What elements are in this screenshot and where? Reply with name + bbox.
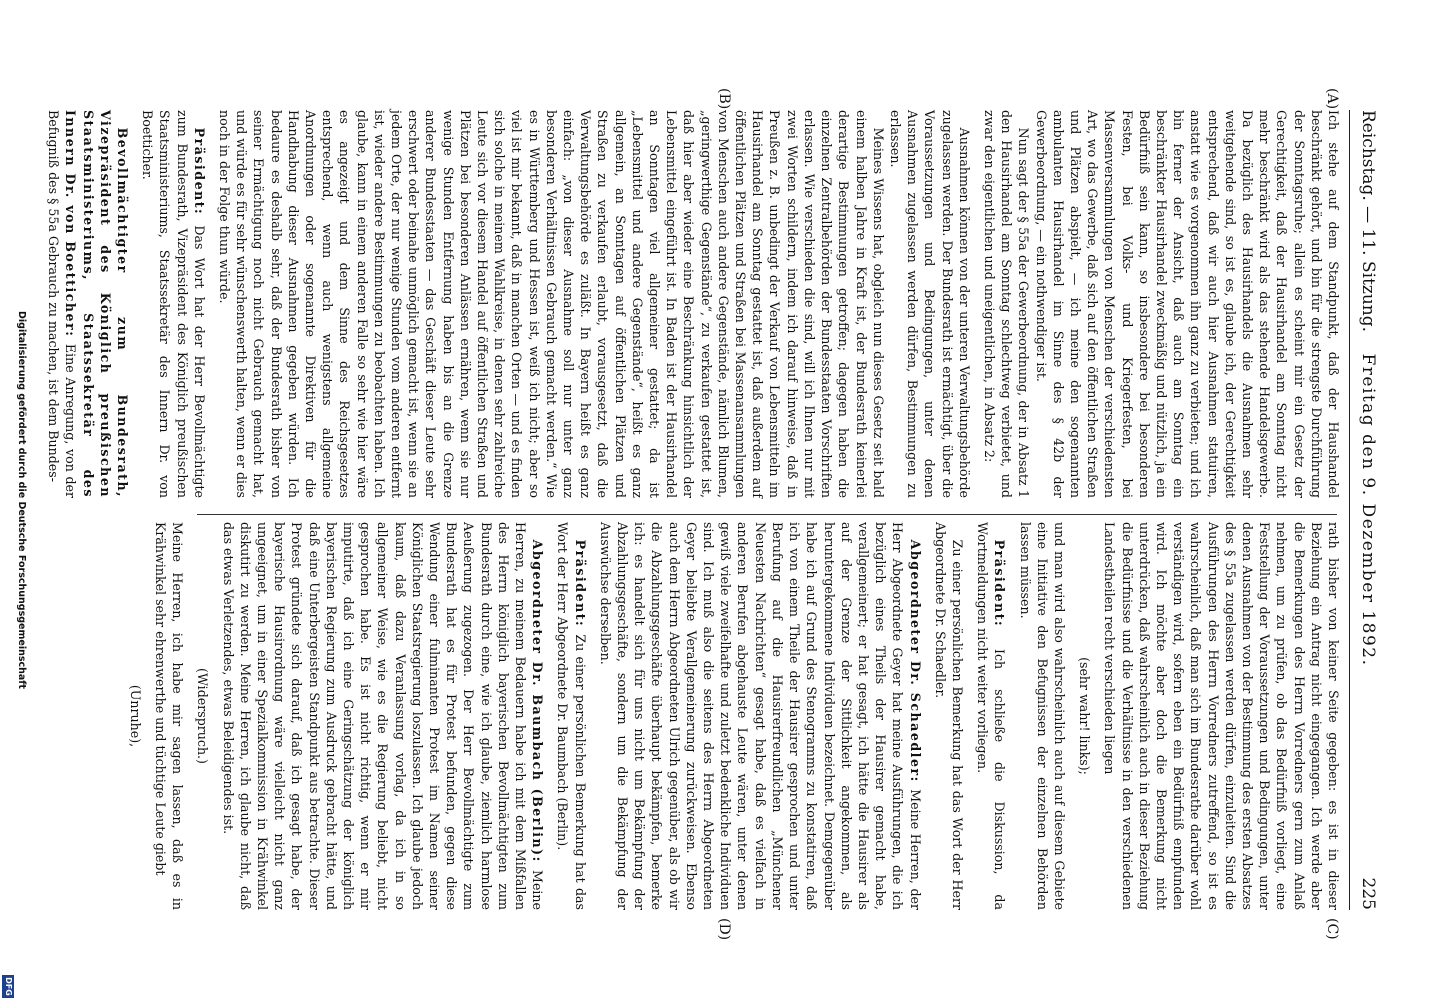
speaker-name: Präsident:: [572, 539, 588, 635]
running-head-center: Freitag den 9. Dezember 1892.: [1358, 353, 1378, 667]
interjection: [1076, 522, 1093, 910]
paragraph-text: Eine Anregung, von der Befugniß des § 55a Gebrauch zu machen, ist dem Bundes-: [46, 110, 79, 498]
right-column: [127, 522, 1342, 911]
header-rule: [1349, 110, 1350, 910]
interjection: [127, 522, 144, 910]
paragraph: [974, 522, 1008, 910]
speech-paragraph: [45, 110, 131, 498]
paragraph: [932, 522, 966, 910]
left-column-body: [216, 110, 1342, 498]
speech-paragraph: [139, 110, 208, 498]
paragraph-text: Ausnahmen können von der unteren Verwaltungsbehörde zugelassen werden. Der Bundesrath ist ermächtigt, über die Voraussetzungen und Bedingungen, unter denen Ausnahmen zugelassen werden dürfen, Bestimmungen zu erlassen.: [887, 110, 972, 498]
paragraph-text: (sehr wahr! links);: [1077, 657, 1093, 775]
margin-mark-c: (C): [1324, 918, 1340, 940]
paragraph-text: Meines Wissens hat, obgleich nun dieses Gesetz seit bald einem halben Jahre in Kraft ist, der Bundesrath keinerlei derartige Bestimmungen getroffen; dagegen haben die einzelnen Zentralbehörden der Bundesstaaten Vorschriften erlassen. Wie verschieden die sind, will ich Ihnen nur mit zwei Worten schildern, indem ich darauf hinweise, daß in Preußen z. B. unbedingt der Verkauf von Lebensmitteln im Hausirhandel am Sonntag gestattet ist, daß außerdem auf öffentlichen Plätzen und Straßen bei Massenansammlungen von Menschen auch andere Gegenstände, nämlich Blumen, „geringwerthige Gegenstände“, zu verkaufen gestattet ist, daß hier aber wieder eine Beschränkung hinsichtlich der Lebensmittel eingeführt ist. In Baden ist der Hausirhandel an Sonntagen viel allgemeiner gestattet; da ist „Lebensmittel und andere Gegenstände“, heißt es ganz allgemein, an Sonntagen auf öffentlichen Plätzen und Straßen zu verkaufen erlaubt, vorausgesetzt, daß die Verwaltungsbehörde es zuläßt. In Bayern heißt es ganz einfach: „von dieser Ausnahme soll nur unter ganz besonderen Verhältnissen Gebrauch gemacht werden.“ Wie es in Württemberg und Hessen ist, weiß ich nicht; aber so viel ist mir bekannt, daß in manchen Orten — und es finden sich solche in meinem Wahlkreise, in denen sehr zahlreiche Leute sich vor diesem Handel auf öffentlichen Straßen und Plätzen bei besonderen Anlässen ernähren, wenn sie nur wenige Stunden Entfernung haben bis an die Grenze anderer Bundesstaaten — das Geschäft dieser Leute sehr erschwert oder beinahe unmöglich gemacht ist, wenn sie an jedem Orte, der nur wenige Stunden vom anderen entfernt ist, wieder andere Bestimmungen zu beobachten haben. Ich glaube, kann in einem anderen Falle so sehr wie hier wäre es angezeigt und dem Sinne des Reichsgesetzes entsprechend, wenn auch wenigstens allgemeine Anordnungen oder sogenannte Direktiven für die Handhabung dieser Ausnahmen gegeben würden. Ich bedaure es deshalb sehr, daß der Bundesrath bisher von seiner Ermächtigung noch nicht Gebrauch gemacht hat, und würde es für sehr wünschenswerth halten, wenn er dies noch in der Folge thun würde.: [217, 110, 886, 498]
paragraph-text: und man wird also wahrscheinlich auch auf diesem Gebiete eine Initiative den Befugnissen der einzelnen Behörden lassen müssen.: [1017, 522, 1067, 910]
paragraph: [1101, 522, 1342, 910]
margin-mark-a: (A): [1324, 88, 1340, 110]
running-head-left: Reichstag. — 11. Sitzung.: [1358, 110, 1378, 333]
paragraph-text: Das Wort hat der Herr Bevollmächtigte zum Bundesrath, Vizepräsident des Königlich preußischen Staatsministeriums, Staatssekretär des Innern Dr. von Boetticher.: [140, 110, 207, 498]
page-number: 225: [1358, 877, 1378, 910]
digitization-credit: Digitalisierung gefördert durch die Deutsche Forschungsgemeinschaft: [16, 311, 27, 689]
paragraph-text: Nun sagt der § 55a der Gewerbeordnung, der in Absatz 1 den Hausirhandel am Sonntag schlechtweg verbietet, und zwar den eigentlichen und uneigentlichen, in Absatz 2:: [981, 110, 1032, 498]
paragraph: [152, 522, 186, 910]
margin-mark-b: (B): [716, 88, 732, 110]
right-column-items: [127, 522, 1094, 910]
left-column-tail: [45, 110, 208, 498]
column-separator: [197, 514, 1337, 515]
paragraph: [1032, 110, 1342, 498]
margin-mark-d: (D): [716, 918, 732, 941]
paragraph: [219, 522, 546, 910]
paragraph-text: Ich schließe die Diskussion, da Wortmeldungen nicht weiter vorliegen.: [975, 522, 1008, 911]
paragraph: [216, 110, 887, 498]
paragraph-text: Zu einer persönlichen Bemerkung hat das Wort der Herr Abgeordnete Dr. Baumbach (Berlin).: [555, 522, 588, 911]
paragraph-text: rath bisher von keiner Seite gegeben: es ist in dieser Beziehung ein Antrag nicht eingegangen. Ich werde aber die Bemerkungen des Herrn Vorredners gern zum Anlaß nehmen, um zu prüfen, ob das Bedürfniß vorliegt, eine Feststellung der Voraussetzungen und Bedingungen, unter denen Ausnahmen von der Bestimmung des ersten Absatzes des § 55a zugelassen werden dürfen, einzuleiten. Sind die Ausführungen des Herrn Vorredners zutreffend, so ist es wahrscheinlich, daß man sich im Bundesrathe darüber wohl verständigen wird, sofern eben ein Bedürfniß empfunden wird. Ich möchte aber doch die Bemerkung nicht unterdrücken, daß wahrscheinlich auch in dieser Beziehung die Bedürfnisse und die Verhältnisse in den verschiedenen Landestheilen recht verschieden liegen: [1102, 522, 1341, 910]
speaker-name: Abgeordneter Dr. Baumbach (Berlin):: [530, 539, 546, 871]
speaker-name: Präsident:: [992, 539, 1008, 650]
left-column: [46, 110, 1342, 498]
paragraph-text: Meine Herren, zu meinem Bedauern habe ich mit dem Mißfallen des Herrn königlich bayerischen Bevollmächtigten zum Bundesrath durch eine, wie ich glaube, ziemlich harmlose Aeußerung zugezogen. Der Herr Bevollmächtigte zum Bundesrath hat es für Protest befunden, gegen diese Wendung einer fulminanten Protest im Namen seiner Königlichen Staatsregierung loszulassen. Ich glaube jedoch kaum, daß dazu Veranlassung vorlag, da ich in so allgemeiner Weise, wie es die Regierung beliebt, nicht gesprochen habe. Es ist nicht richtig, wenn er mir imputirte, daß ich eine Geringschätzung der königlich bayerischen Regierung zum Ausdruck gebracht hätte, und daß eine Unterbergeisten Standpunkt aus betrachte. Dieser Protest gründete sich darauf, daß ich gesagt habe, der bayerische Hausirordnung wäre vielleicht nicht ganz ungeeignet, um in einer Spezialkommission in Krähwinkel diskutirt zu werden. Meine Herren, ich glaube nicht, daß das etwas Verletzendes, etwas Beleidigendes ist.: [220, 522, 546, 910]
paragraph: [1016, 522, 1068, 910]
paragraph-text: Zu einer persönlichen Bemerkung hat das Wort der Herr Abgeordnete Dr. Schaedler.: [932, 522, 965, 910]
right-column-body: [1101, 522, 1342, 910]
speaker-name: Präsident:: [191, 127, 207, 226]
paragraph-text: (Widerspruch.): [195, 668, 211, 764]
paragraph-text: (Unruhe),: [127, 684, 143, 748]
page-header: [1354, 110, 1382, 910]
speaker-name: Bevollmächtigter zum Bundesrath, Vizepräsident des Königlich preußischen Staatsministeriums, Staatssekretär des Innern Dr. von Boetticher:: [63, 110, 130, 498]
paragraph: [597, 522, 924, 910]
paragraph-text: Meine Herren, der Herr Abgeordnete Geyer hat meine Ausführungen, die ich bezüglich eines Theils der Hausirer gemacht habe, verallgemeinert; er hat gesagt, ich hätte die Hausirer als auf der Grenze der Sittlichkeit angekommen, als heruntergekommene Individuen bezeichnet. Demgegenüber habe ich auf Grund des Stenogramms zu konstatiren, daß ich von einem Theile der Hausirer gesprochen und unter Berufung auf die Hausirerfreundlichen „Münchener Neuesten Nachrichten“ gesagt habe, daß es vielfach in anderen Berufen abgehauste Leute wären, unter denen gewiß viele zweifelhafte und zuletzt bedenkliche Individuen sind. Ich muß also die seitens des Herrn Abgeordneten Geyer beliebte Verallgemeinerung zurückweisen. Ebenso auch dem Herrn Abgeordneten Ulrich gegenüber, als ob wir die Abzahlungsgeschäfte überhaupt bekämpfen, bemerke ich: es handelt sich für uns nicht um Bekämpfung der Abzahlungsgeschäfte, sondern um die Bekämpfung der Auswüchse derselben.: [597, 522, 923, 910]
paragraph-text: Ich stehe auf dem Standpunkt, daß der Haushandel beschränkt gehört, und bin für die strengste Durchführung der Sonntagsruhe; allein es scheint mir ein Gesetz der Gerechtigkeit, daß der Hausirhandel am Sonntag nicht mehr beschränkt wird als das stehende Handelsgewerbe. Da bezüglich des Hausirhandels die Ausnahmen sehr weitgehende sind, so ist es, glaube ich, der Gerechtigkeit entsprechend, daß wir auch hier Ausnahmen statuiren, anstatt wie es vorgenommen ihn ganz zu verbieten; und ich bin ferner der Ansicht, daß auch am Sonntag ein beschränkter Hausirhandel zweckmäßig und nützlich, ja ein Bedürfniß sein kann, so insbesondere bei besonderen Festen, bei Volks- und Kriegerfesten, bei Massenversammlungen von Menschen der verschiedensten Art, wo das Gewerbe, daß sich auf den öffentlichen Straßen und Plätzen abspielt, — ich meine den sogenannten ambulanten Hausirhandel im Sinne des § 42b der Gewerbeordnung, — ein nothwendiger ist.: [1033, 110, 1341, 498]
paragraph: [554, 522, 588, 910]
dfg-logo: DFG: [2, 975, 14, 998]
paragraph: [981, 110, 1033, 498]
paragraph-text: Meine Herren, ich habe mir sagen lassen, daß es in Krähwinkel sehr ehrenwerthe und tüchtige Leute giebt: [153, 522, 186, 910]
speaker-name: Abgeordneter Dr. Schaedler:: [907, 539, 923, 790]
paragraph: [887, 110, 973, 498]
interjection: [194, 522, 211, 910]
